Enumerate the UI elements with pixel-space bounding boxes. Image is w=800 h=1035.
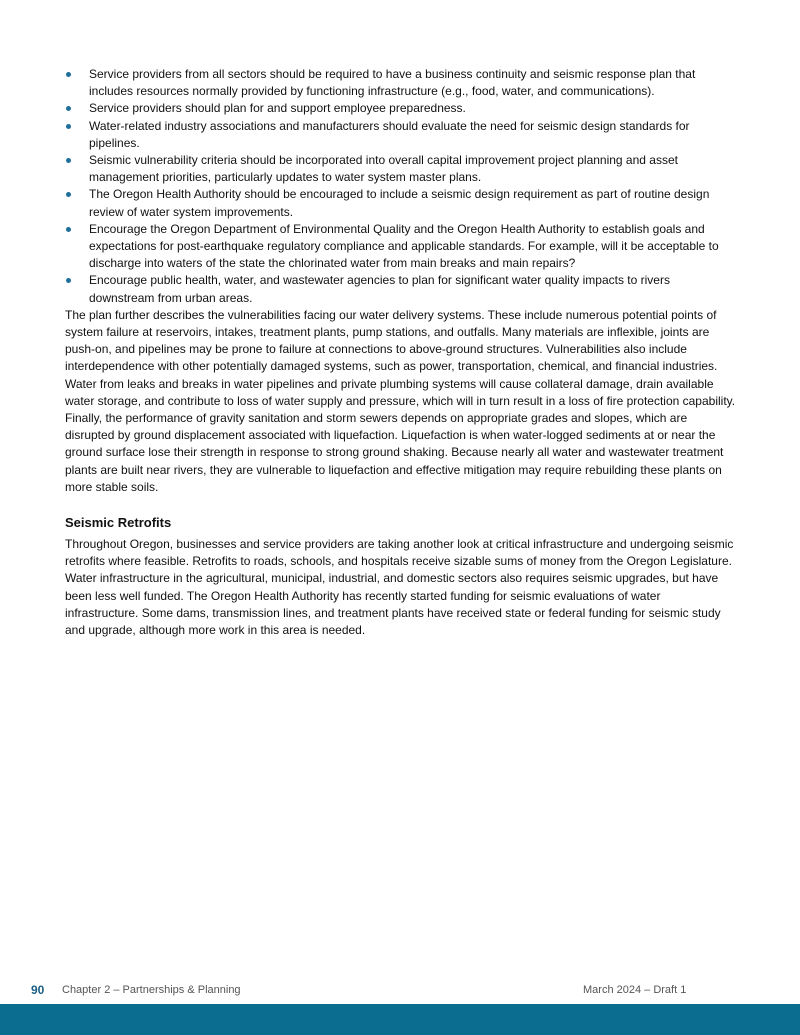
list-item-text: Encourage public health, water, and wastewater agencies to plan for significant water quality impacts to rivers downstream from urban areas. [89, 273, 670, 305]
bullet-dot-icon [66, 158, 71, 163]
chapter-title: Chapter 2 – Partnerships & Planning [62, 984, 241, 996]
list-item [65, 66, 737, 100]
bullet-dot-icon [66, 278, 71, 283]
list-item-text: Service providers from all sectors should be required to have a business continuity and seismic response plan that includes resources normally provided by functioning infrastructure (e.g., food, water, and communications). [89, 67, 696, 99]
list-item-text: Seismic vulnerability criteria should be incorporated into overall capital improvement project planning and asset management priorities, particularly updates to water system master plans. [89, 153, 678, 185]
bullet-dot-icon [66, 72, 71, 77]
list-item-text: Service providers should plan for and support employee preparedness. [89, 101, 466, 116]
list-item [65, 118, 737, 152]
recommendation-list [65, 66, 737, 307]
list-item-text: Water-related industry associations and manufacturers should evaluate the need for seismic design standards for pipelines. [89, 118, 690, 150]
vulnerabilities-paragraph: The plan further describes the vulnerabilities facing our water delivery systems. These include numerous potential points of system failure at reservoirs, intakes, treatment plants, pump stations, and outfalls. Many materials are inflexible, joints are push-on, and pipelines may be prone to failure at connections to above-ground structures. Vulnerabilities also include interdependence with other potentially damaged systems, such as power, transportation, chemical, and financial industries. Water from leaks and breaks in water pipelines and private plumbing systems will cause collateral damage, drain available water storage, and contribute to loss of water supply and pressure, which will in turn result in a loss of fire protection capability. [65, 307, 736, 408]
bullet-dot-icon [66, 124, 71, 129]
section-heading: Seismic Retrofits [65, 515, 172, 531]
page-footer [0, 983, 800, 999]
bullet-dot-icon [66, 192, 71, 197]
list-item [65, 186, 737, 220]
page-number: 90 [31, 983, 45, 997]
list-item [65, 100, 737, 117]
list-item [65, 221, 737, 273]
list-item-text: Encourage the Oregon Department of Environmental Quality and the Oregon Health Authority to establish goals and expectations for post-earthquake regulatory compliance and applicable standards. For example, will it be acceptable to discharge into waters of the state the chlorinated water from main breaks and main repairs? [89, 221, 719, 271]
list-item [65, 272, 737, 306]
seismic-retrofits-paragraph: Throughout Oregon, businesses and service providers are taking another look at critical infrastructure and undergoing seismic retrofits where feasible. Retrofits to roads, schools, and hospitals receive sizable sums of money from the Oregon Legislature. Water infrastructure in the agricultural, municipal, industrial, and domestic sectors also requires seismic upgrades, but have been less well funded. The Oregon Health Authority has recently started funding for seismic evaluations of water infrastructure. Some dams, transmission lines, and treatment plants have received state or federal funding for seismic study and upgrade, although more work in this area is needed. [65, 537, 734, 638]
bullet-dot-icon [66, 106, 71, 111]
list-item [65, 152, 737, 186]
list-item-text: The Oregon Health Authority should be encouraged to include a seismic design requirement as part of routine design review of water system improvements. [89, 187, 710, 219]
page-content [65, 66, 737, 639]
liquefaction-paragraph: Finally, the performance of gravity sanitation and storm sewers depends on appropriate grades and slopes, which are disrupted by ground displacement associated with liquefaction. Liquefaction is when water-logged sediments at or near the ground surface lose their strength in response to strong ground shaking. Because nearly all water and wastewater treatment plants are built near rivers, they are vulnerable to liquefaction and effective mitigation may require rebuilding these plants on more stable soils. [65, 411, 724, 494]
footer-color-bar [0, 1004, 800, 1035]
bullet-dot-icon [66, 227, 71, 232]
draft-date: March 2024 – Draft 1 [583, 984, 687, 996]
